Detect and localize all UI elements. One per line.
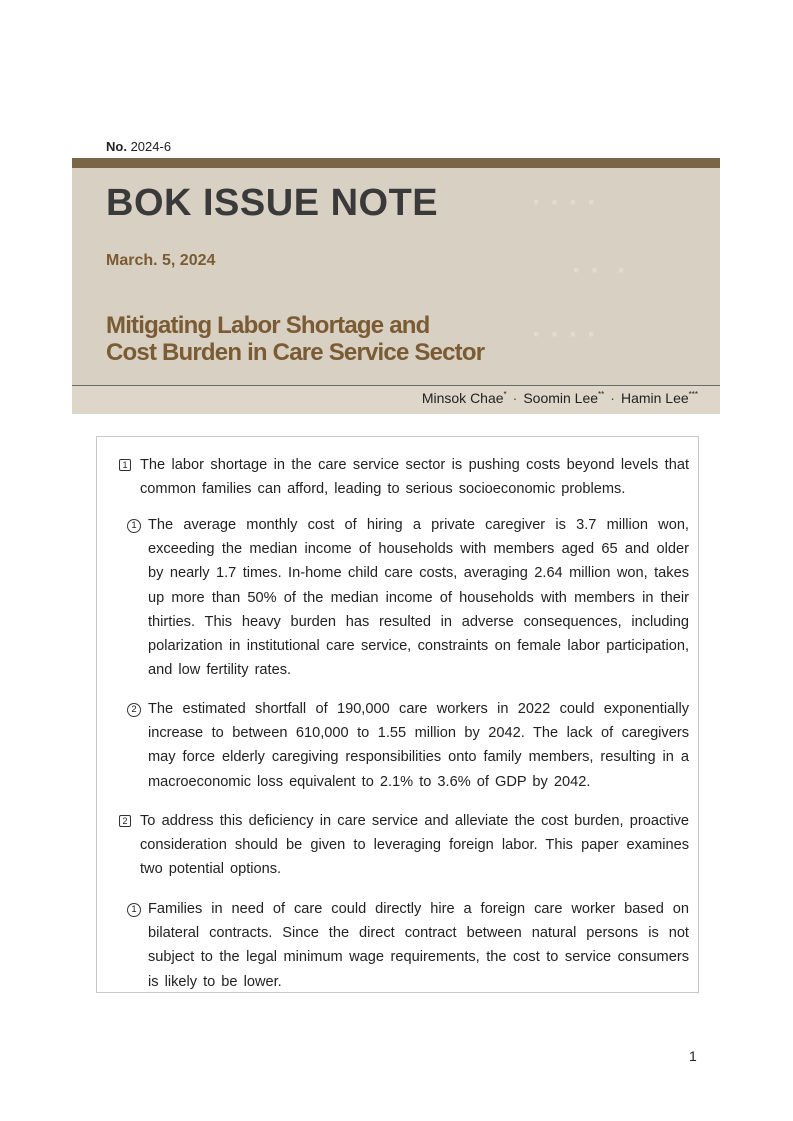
boxed-number-marker: 1 [119,453,131,477]
circled-number-marker: 1 [127,897,141,921]
summary-subpoint [127,897,689,994]
author-bar [72,386,720,414]
issue-number [106,139,171,154]
author-footnote-mark: * [503,390,507,399]
report-subtitle-line: Mitigating Labor Shortage and [106,312,430,339]
header-banner [72,168,720,386]
summary-point [119,809,689,882]
report-subtitle [106,312,484,366]
header-top-bar [72,158,720,168]
watermark-pattern: · · · · [532,186,597,219]
circled-number-marker: 1 [127,513,141,537]
boxed-number-marker: 2 [119,809,131,833]
summary-subpoint [127,697,689,794]
issue-number-label: No. [106,139,127,154]
author-name: Hamin Lee [620,390,689,406]
publication-date: March. 5, 2024 [106,252,216,269]
page-number: 1 [689,1048,697,1064]
summary-box [96,436,699,993]
report-subtitle-line: Cost Burden in Care Service Sector [106,339,485,366]
summary-point-text: The labor shortage in the care service sector is pushing costs beyond levels that common families can afford, leading to serious socioeconomic problems. [140,457,689,498]
summary-point-text: To address this deficiency in care service and alleviate the cost burden, proactive consideration should be given to leveraging foreign labor. This paper examines two potential options. [140,813,689,878]
author-separator: · [610,390,615,406]
author-footnote-mark: *** [688,390,698,399]
author-name: Minsok Chae [421,390,504,406]
author-separator: · [512,390,518,406]
summary-subpoint [127,513,689,682]
circled-number-marker: 2 [127,697,141,721]
author-footnote-mark: ** [598,390,605,399]
author-list [422,390,698,406]
issue-number-value: 2024-6 [130,139,172,154]
author-name: Soomin Lee [523,390,599,406]
summary-subpoint-text: Families in need of care could directly hire a foreign care worker based on bilateral contracts. Since the direct contract between natural persons is not subject to the legal minimum wage requirements, the cost to service consumers is likely to be lower. [148,901,689,990]
summary-subpoint-text: The average monthly cost of hiring a private caregiver is 3.7 million won, exceeding the median income of households with members aged 65 and older by nearly 1.7 times. In-home child care costs, averaging 2.64 million won, takes up more than 50% of the median income of households with members in their thirties. This heavy burden has resulted in adverse consequences, including polarization in institutional care service, constraints on female labor participation, and low fertility rates. [148,517,689,679]
summary-subpoint-text: The estimated shortfall of 190,000 care workers in 2022 could exponentially increase to between 610,000 to 1.55 million by 2042. The lack of caregivers may force elderly caregiving responsibilities onto family members, resulting in a macroeconomic loss equivalent to 2.1% to 3.6% of GDP by 2042. [148,701,689,790]
summary-point [119,453,689,501]
watermark-pattern: · · · · [532,318,597,351]
watermark-pattern: · · · [572,254,627,287]
page-title: BOK ISSUE NOTE [106,182,439,224]
